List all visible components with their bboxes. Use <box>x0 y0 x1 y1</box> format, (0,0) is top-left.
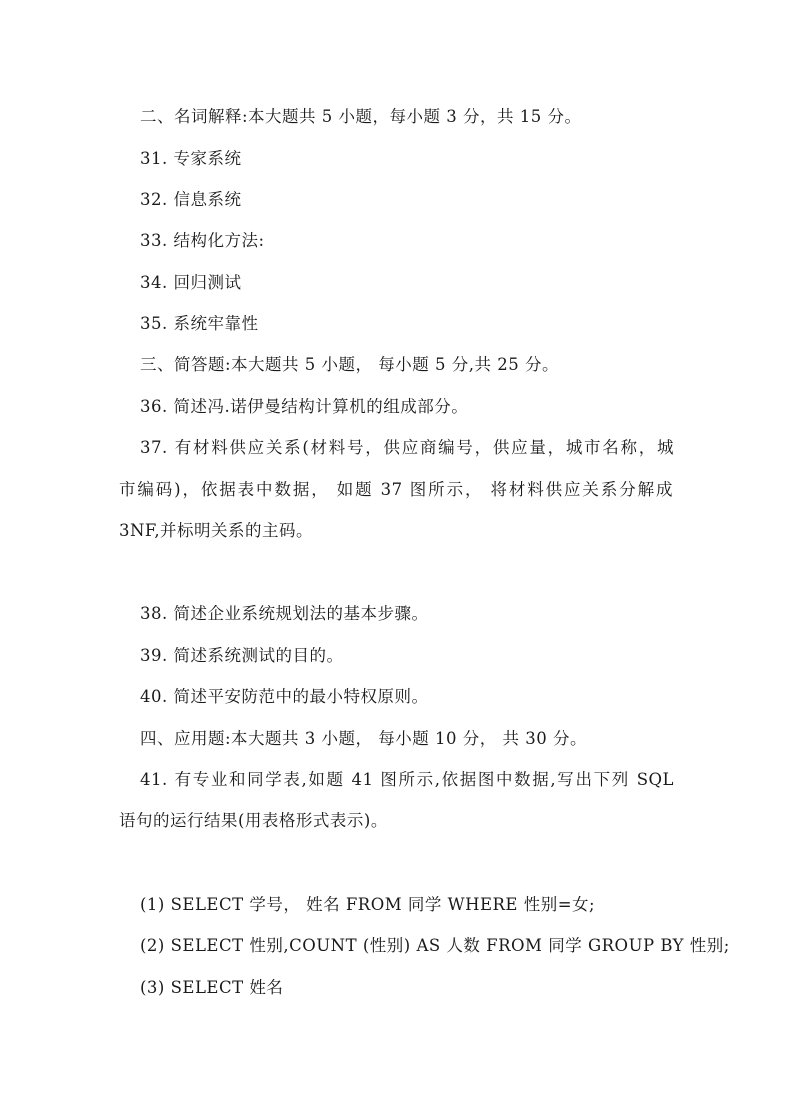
question-36: 36. 简述冯.诺伊曼结构计算机的组成部分。 <box>140 397 469 416</box>
question-41-line-1: 41. 有专业和同学表,如题 41 图所示,依据图中数据,写出下列 SQL <box>140 770 674 789</box>
question-31: 31. 专家系统 <box>140 149 242 168</box>
question-35: 35. 系统牢靠性 <box>140 314 259 333</box>
question-37-line-2: 市编码)，依据表中数据， 如题 37 图所示， 将材料供应关系分解成 <box>119 480 673 499</box>
section3-heading: 三、简答题:本大题共 5 小题， 每小题 5 分,共 25 分。 <box>140 355 560 374</box>
question-40: 40. 简述平安防范中的最小特权原则。 <box>140 687 429 706</box>
sql-statement-1: (1) SELECT 学号， 姓名 FROM 同学 WHERE 性别=女; <box>140 895 596 914</box>
section4-heading: 四、应用题:本大题共 3 小题， 每小题 10 分， 共 30 分。 <box>140 729 588 748</box>
question-33: 33. 结构化方法: <box>140 231 265 250</box>
question-37-line-1: 37. 有材料供应关系(材料号，供应商编号，供应量，城市名称，城 <box>140 438 674 457</box>
question-37-line-3: 3NF,并标明关系的主码。 <box>119 521 314 540</box>
question-38: 38. 简述企业系统规划法的基本步骤。 <box>140 604 429 623</box>
section2-heading: 二、名词解释:本大题共 5 小题，每小题 3 分，共 15 分。 <box>140 107 582 126</box>
question-32: 32. 信息系统 <box>140 190 242 209</box>
question-41-line-2: 语句的运行结果(用表格形式表示)。 <box>119 811 388 830</box>
question-39: 39. 简述系统测试的目的。 <box>140 646 344 665</box>
sql-statement-3: (3) SELECT 姓名 <box>140 978 284 997</box>
sql-statement-2: (2) SELECT 性别,COUNT (性别) AS 人数 FROM 同学 GROUP BY 性别; <box>140 936 730 955</box>
question-34: 34. 回归测试 <box>140 273 242 292</box>
